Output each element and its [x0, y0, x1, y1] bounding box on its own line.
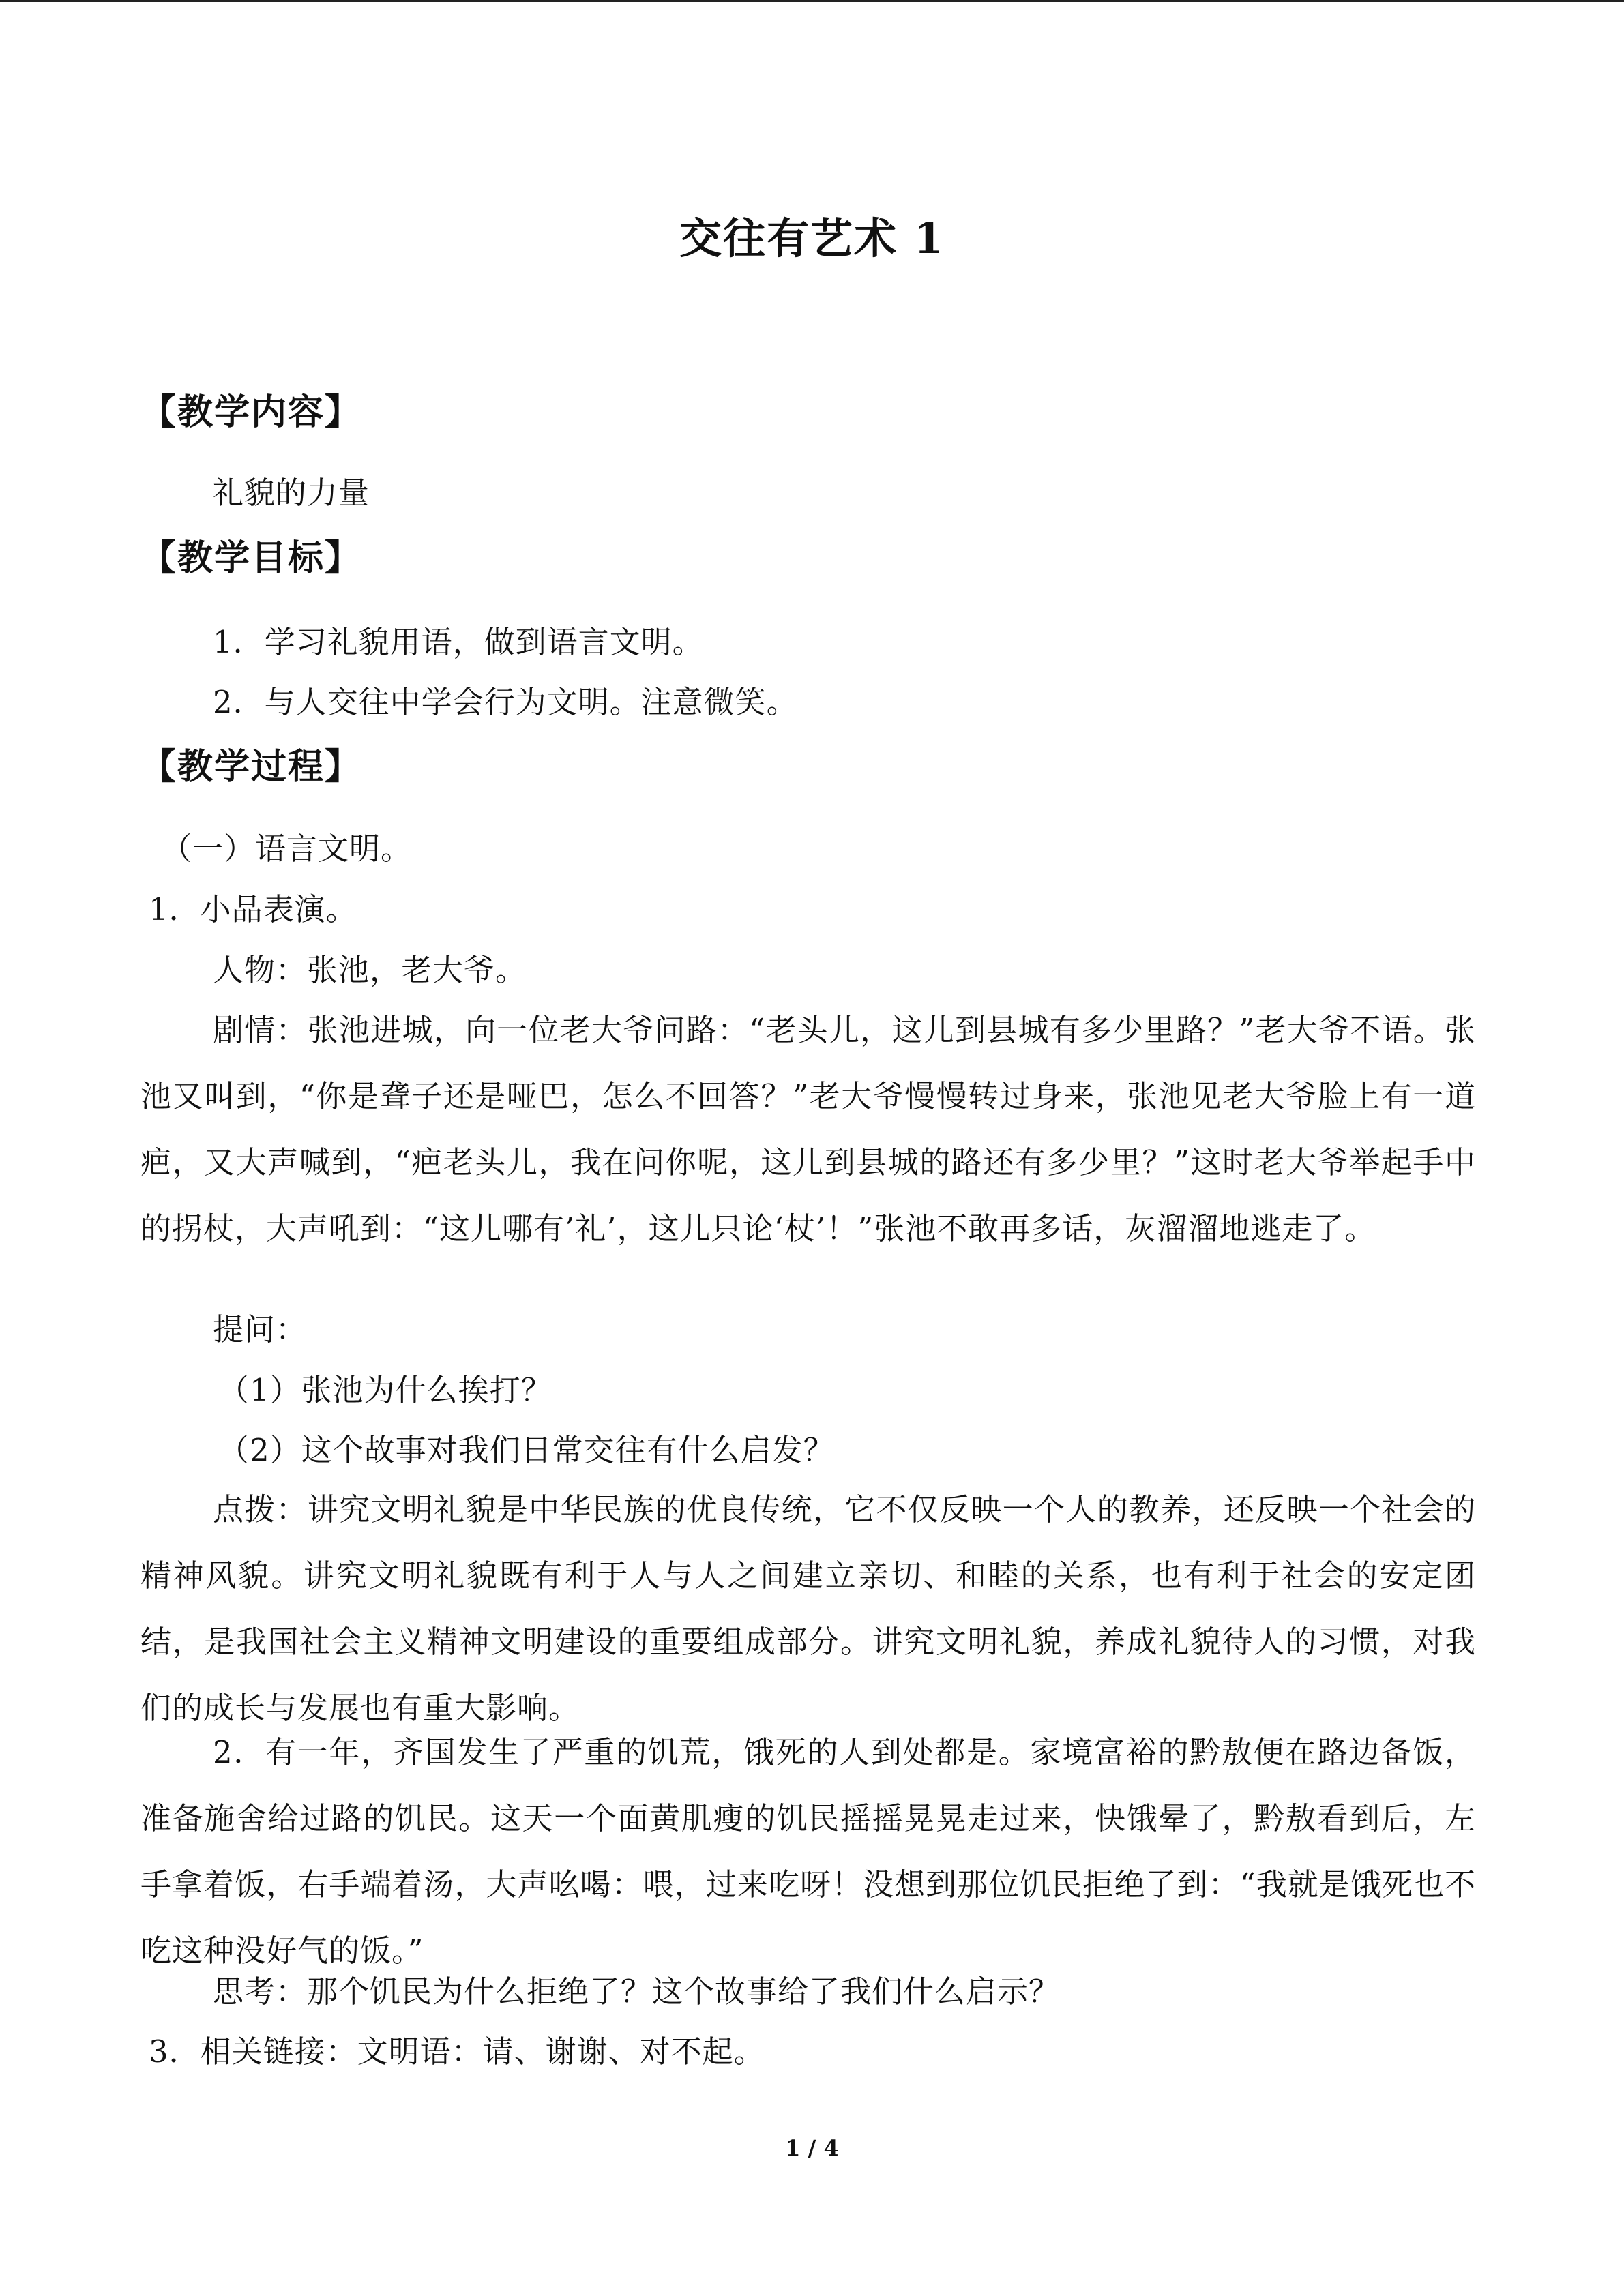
heading-teaching-content: 【教学内容】	[141, 391, 362, 433]
teaching-content-text: 礼貌的力量	[213, 475, 370, 511]
guidance-paragraph: 点拨：讲究文明礼貌是中华民族的优良传统，它不仅反映一个人的教养，还反映一个社会的精神风貌。讲究文明礼貌既有利于人与人之间建立亲切、和睦的关系，也有利于社会的安定团结，是我国社会主义精神文明建设的重要组成部分。讲究文明礼貌，养成礼貌待人的习惯，对我们的成长与发展也有重大影响。	[141, 1491, 1476, 1726]
plot-paragraph: 剧情：张池进城，向一位老大爷问路：“老头儿，这儿到县城有多少里路？”老大爷不语。张池又叫到，“你是聋子还是哑巴，怎么不回答？”老大爷慢慢转过身来，张池见老大爷脸上有一道疤，又大声喊到，“疤老头儿，我在问你呢，这儿到县城的路还有多少里？”这时老大爷举起手中的拐杖，大声吼到：“这儿哪有’礼’，这儿只论‘杖’！”张池不敢再多话，灰溜溜地逃走了。	[141, 1012, 1476, 1247]
goal-item-2: 2．与人交往中学会行为文明。注意微笑。	[213, 684, 798, 720]
question-2: （2）这个故事对我们日常交往有什么启发？	[218, 1432, 835, 1468]
story-2-paragraph: 2．有一年，齐国发生了严重的饥荒，饿死的人到处都是。家境富裕的黔敖便在路边备饭，准备施舍给过路的饥民。这天一个面黄肌瘦的饥民摇摇晃晃走过来，快饿晕了，黔敖看到后，左手拿着饭，右手端着汤，大声吆喝：喂，过来吃呀！没想到那位饥民拒绝了到：“我就是饿死也不吃这种没好气的饭。”	[141, 1734, 1476, 1969]
item-1-skit: 1．小品表演。	[149, 891, 357, 927]
think-question: 思考：那个饥民为什么拒绝了？这个故事给了我们什么启示？	[213, 1973, 1061, 2010]
document-title: 交往有艺术 1	[679, 213, 945, 263]
top-border-line	[0, 0, 1624, 2]
heading-teaching-process: 【教学过程】	[141, 746, 362, 788]
part-1-title: （一）语言文明。	[161, 831, 413, 867]
item-3-related-link: 3．相关链接：文明语：请、谢谢、对不起。	[149, 2033, 765, 2070]
page-number: 1 / 4	[785, 2135, 839, 2161]
characters-line: 人物：张池，老大爷。	[213, 952, 527, 988]
question-1: （1）张池为什么挨打？	[218, 1372, 552, 1408]
heading-teaching-goals: 【教学目标】	[141, 537, 362, 579]
goal-item-1: 1．学习礼貌用语，做到语言文明。	[213, 624, 704, 660]
questions-label: 提问：	[213, 1311, 308, 1347]
